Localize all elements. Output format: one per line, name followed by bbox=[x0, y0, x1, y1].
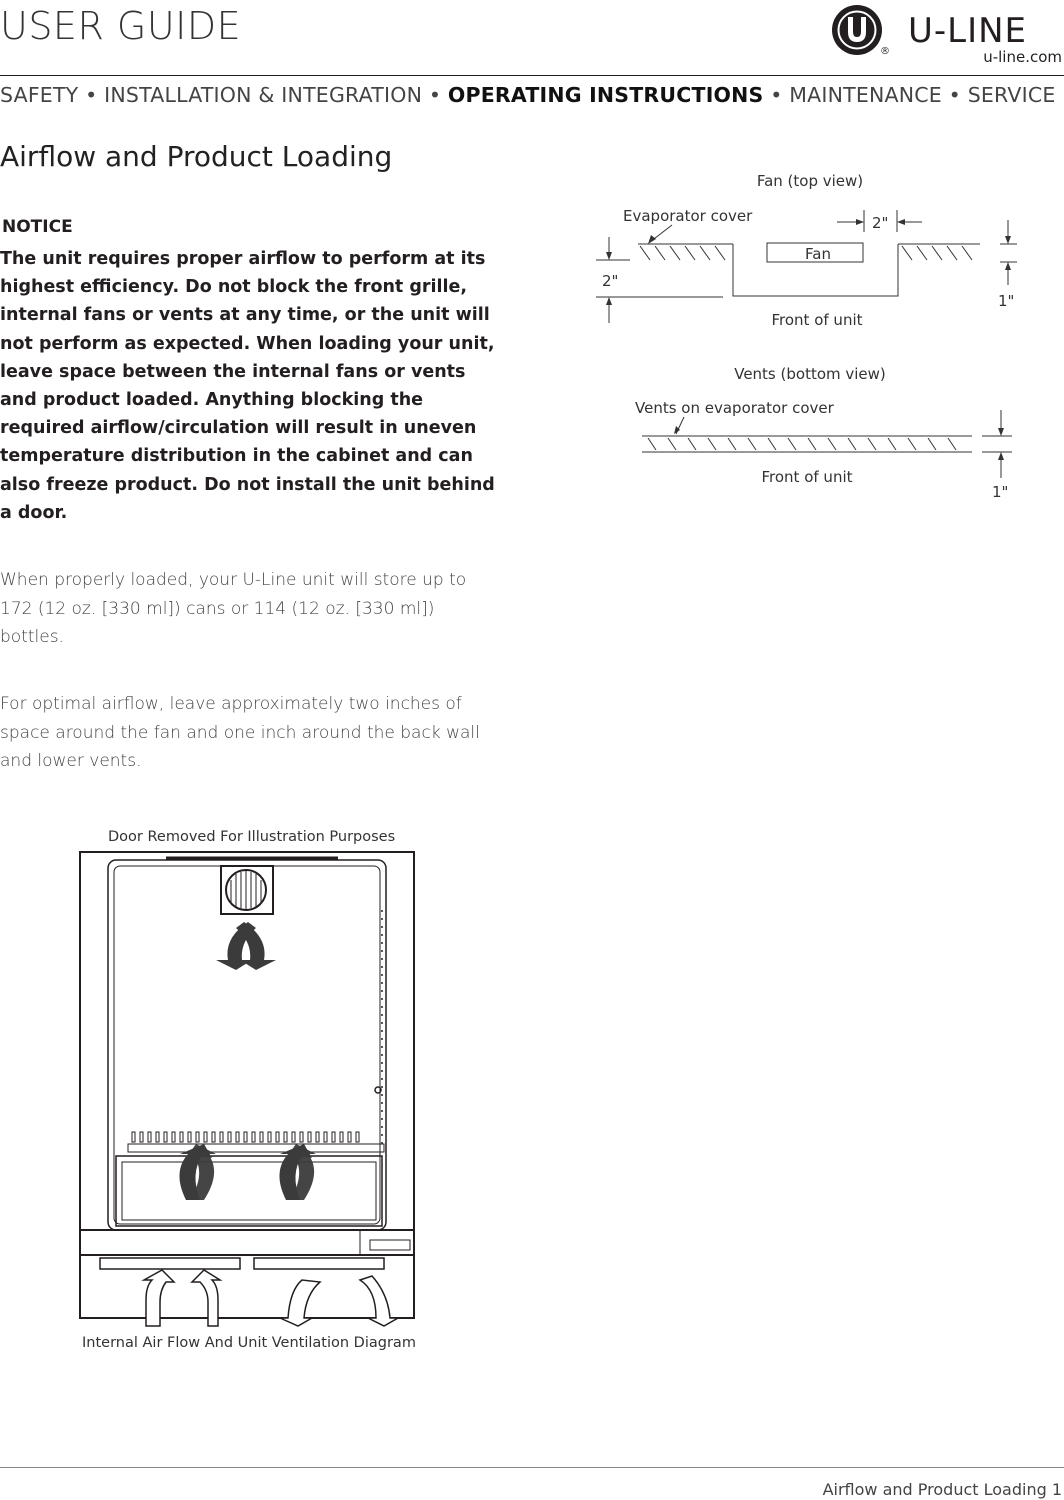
nav-item-operating-instructions[interactable]: OPERATING INSTRUCTIONS bbox=[447, 83, 764, 107]
nav-item-maintenance[interactable]: MAINTENANCE bbox=[789, 83, 942, 107]
u-line-logo bbox=[828, 2, 1064, 70]
page-heading: Airflow and Product Loading bbox=[0, 140, 393, 173]
nav-separator: • bbox=[763, 83, 790, 107]
vents-bottom-view-diagram bbox=[590, 360, 1030, 505]
fan-side-gap-label: 2" bbox=[872, 214, 889, 232]
fan-front-label: Front of unit bbox=[771, 311, 863, 329]
nav-item-installation-integration[interactable]: INSTALLATION & INTEGRATION bbox=[104, 83, 423, 107]
fan-airflow-arrows bbox=[216, 922, 276, 970]
notice-title: NOTICE bbox=[2, 217, 73, 237]
unit-diagram-caption-bottom: Internal Air Flow And Unit Ventilation Diagram bbox=[82, 1335, 416, 1351]
nav-item-safety[interactable]: SAFETY bbox=[0, 83, 79, 107]
nav-separator: • bbox=[941, 83, 968, 107]
notice-body: The unit requires proper airflow to perform at its highest efficiency. Do not block the front grille, internal fans or vents at any time, or the unit will not perform as expected. When loading your unit, leave space between the internal fans or vents and product loaded. Anything blocking the required airflow/circulation will result in uneven temperature distribution in the cabinet and can also freeze product. Do not install the unit behind a door. bbox=[0, 249, 495, 523]
unit-airflow-diagram bbox=[76, 850, 418, 1330]
nav-separator: • bbox=[422, 83, 448, 107]
fan-label: Fan bbox=[805, 245, 831, 263]
fan-top-view-diagram bbox=[590, 165, 1030, 340]
vents-front-label: Front of unit bbox=[761, 468, 853, 486]
unit-diagram-caption-top: Door Removed For Illustration Purposes bbox=[108, 829, 396, 845]
registered-mark: ® bbox=[880, 46, 890, 57]
document-title: USER GUIDE bbox=[0, 4, 242, 48]
nav-separator: • bbox=[78, 83, 105, 107]
vents-diagram-title: Vents (bottom view) bbox=[734, 365, 886, 383]
evaporator-cover-label: Evaporator cover bbox=[623, 207, 753, 225]
website-link[interactable]: u-line.com bbox=[983, 48, 1062, 66]
logo-wordmark: U-LINE bbox=[908, 11, 1028, 51]
footer-divider bbox=[0, 1467, 1064, 1468]
airflow-paragraph: For optimal airflow, leave approximately two inches of space around the fan and one inch around the back wall and lower vents. bbox=[0, 694, 480, 771]
fan-diagram-title: Fan (top view) bbox=[756, 172, 864, 190]
vents-cover-label: Vents on evaporator cover bbox=[635, 399, 834, 417]
capacity-paragraph: When properly loaded, your U-Line unit will store up to 172 (12 oz. [330 ml]) cans or 114 (12 oz. [330 ml]) bottles. bbox=[0, 570, 467, 647]
page-footer: Airflow and Product Loading 1 bbox=[822, 1480, 1062, 1499]
section-nav bbox=[0, 83, 1064, 107]
header-divider bbox=[0, 75, 1064, 76]
fan-left-gap-label: 2" bbox=[602, 272, 619, 290]
nav-item-service[interactable]: SERVICE bbox=[967, 83, 1056, 107]
fan-right-gap-label: 1" bbox=[998, 292, 1015, 310]
vents-right-gap-label: 1" bbox=[992, 483, 1009, 501]
